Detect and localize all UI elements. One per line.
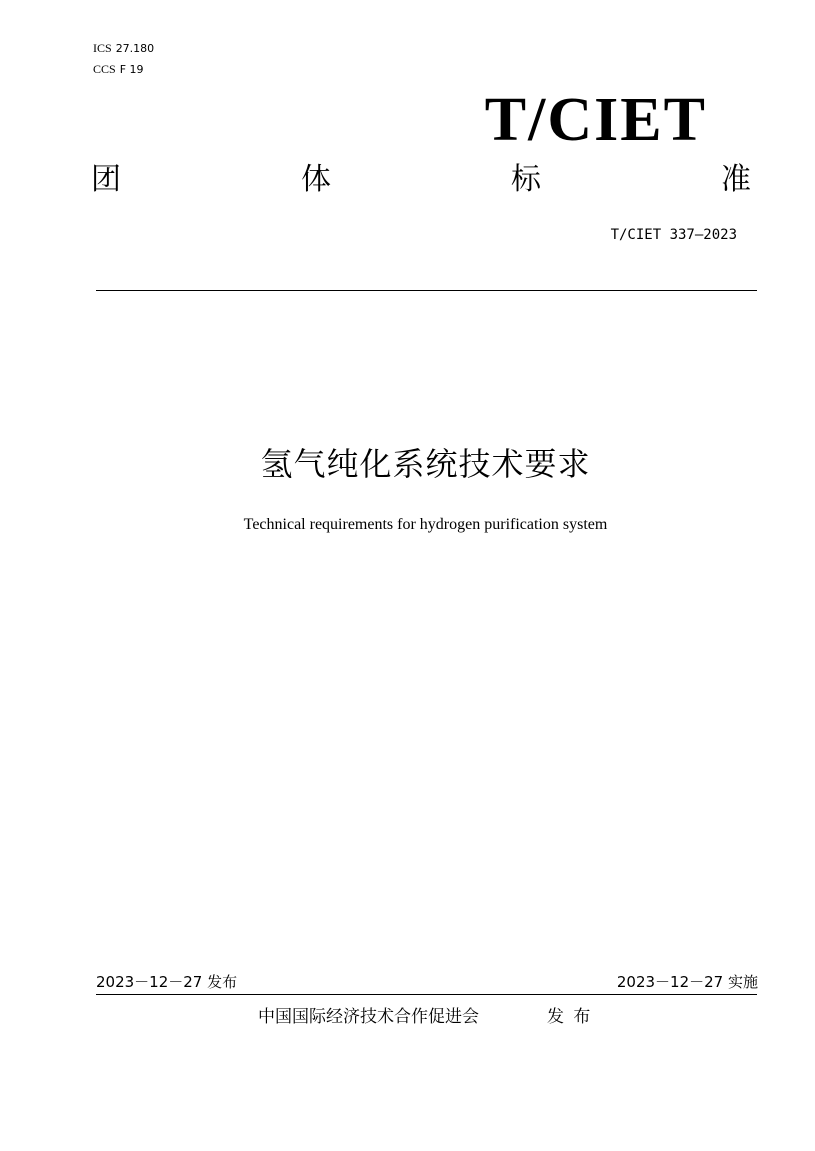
bottom-divider [96,994,757,995]
standard-type-char: 体 [301,162,331,197]
standard-type-char: 准 [721,162,751,197]
standard-type-char: 团 [91,162,121,197]
standard-number: T/CIET 337—2023 [610,227,737,243]
top-divider [96,290,757,291]
standard-type-char: 标 [511,162,541,197]
publisher-action: 发 布 [547,1007,591,1027]
ccs-classification [93,62,144,77]
document-title-english: Technical requirements for hydrogen purification system [243,516,608,533]
standard-type-heading [91,160,751,200]
ics-label: ICS [93,41,112,55]
publisher-name: 中国国际经济技术合作促进会 [258,1007,479,1027]
implementation-date: 2023－12－27 实施 [616,973,758,991]
document-title-chinese: 氢气纯化系统技术要求 [260,445,591,483]
organization-code: T/CIET [484,86,707,154]
ccs-label: CCS [93,62,116,76]
ics-code: 27.180 [115,42,155,55]
ics-classification [93,41,154,56]
ccs-code: F 19 [119,63,144,76]
issue-date: 2023－12－27 发布 [96,973,238,991]
